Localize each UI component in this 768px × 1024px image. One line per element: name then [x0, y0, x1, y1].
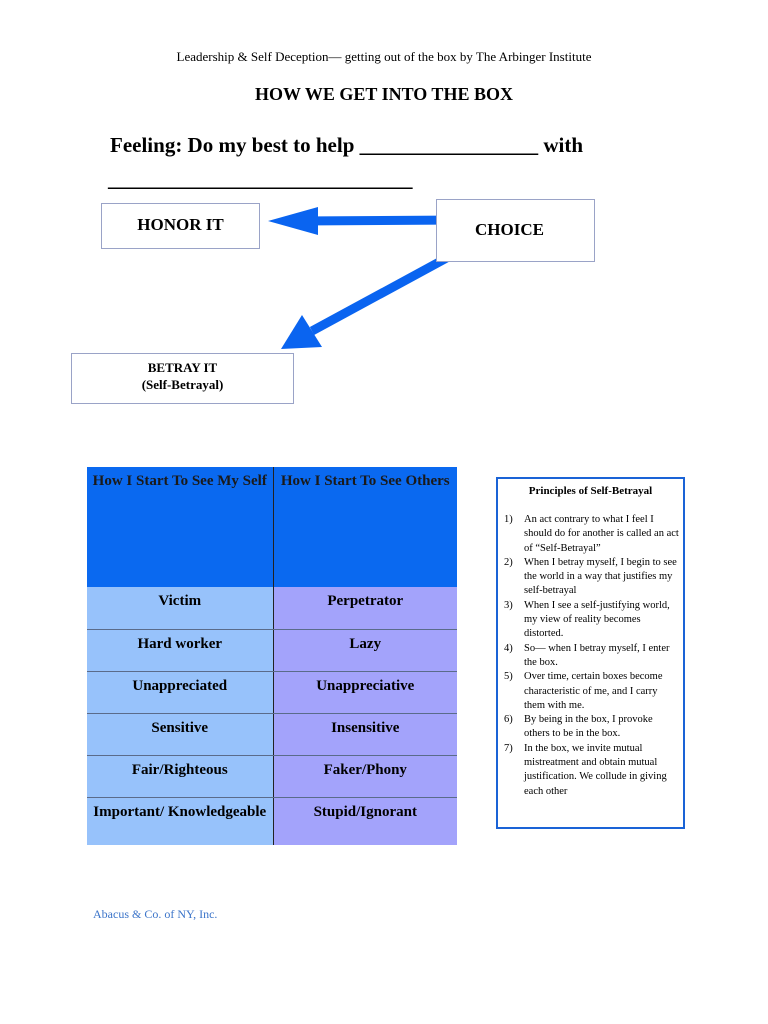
list-text: When I see a self-justifying world, my view of reality becomes distorted. — [524, 599, 670, 640]
list-number: 4) — [504, 642, 513, 654]
principles-title: Principles of Self-Betrayal — [528, 485, 653, 497]
list-text: In the box, we invite mutual mistreatment and obtain mutual justification. We collude in giving each other — [524, 742, 667, 797]
table-row — [87, 629, 457, 671]
self-betrayal-label: (Self-Betrayal) — [141, 377, 224, 392]
list-text: So— when I betray myself, I enter the box. — [524, 642, 670, 668]
others-cell: Insensitive — [273, 713, 457, 755]
others-cell: Stupid/Ignorant — [273, 797, 457, 845]
others-cell: Lazy — [273, 629, 457, 671]
self-cell: Hard worker — [87, 629, 273, 671]
principles-list — [504, 513, 680, 799]
self-cell: Important/ Knowledgeable — [87, 797, 273, 845]
list-number: 3) — [504, 599, 513, 611]
others-cell: Unappreciative — [273, 671, 457, 713]
betray-it-box — [71, 353, 294, 404]
honor-it-box — [101, 203, 260, 249]
others-cell: Faker/Phony — [273, 755, 457, 797]
list-text: Over time, certain boxes become characteristic of me, and I carry them with me. — [524, 671, 663, 711]
honor-it-label: HONOR IT — [137, 215, 224, 234]
table-row — [87, 755, 457, 797]
list-text: When I betray myself, I begin to see the world in a way that justifies my self-betrayal — [524, 556, 677, 597]
arrow-to-honor — [268, 207, 462, 235]
list-number: 5) — [504, 671, 513, 683]
feeling-line: Feeling: Do my best to help _________________ with — [110, 133, 584, 157]
table-row — [87, 671, 457, 713]
self-cell: Sensitive — [87, 713, 273, 755]
list-text: An act contrary to what I feel I should do for another is called an act of “Self-Betrayal” — [524, 514, 679, 554]
list-text: By being in the box, I provoke others to be in the box. — [524, 714, 653, 740]
list-item — [504, 556, 680, 599]
choice-label: CHOICE — [475, 220, 544, 239]
principles-box — [496, 477, 685, 829]
list-item — [504, 742, 680, 799]
table-row — [87, 797, 457, 845]
header-see-others: How I Start To See Others — [273, 467, 457, 587]
list-item — [504, 642, 680, 671]
arrow-to-betray — [281, 248, 465, 349]
list-item — [504, 713, 680, 742]
choice-box — [436, 199, 595, 262]
list-number: 6) — [504, 714, 513, 726]
document-header: Leadership & Self Deception— getting out of the box by The Arbinger Institute — [176, 49, 592, 64]
list-number: 7) — [504, 742, 513, 754]
table-row — [87, 587, 457, 629]
list-item — [504, 599, 680, 642]
self-cell: Victim — [87, 587, 273, 629]
header-see-self: How I Start To See My Self — [87, 467, 273, 587]
betray-it-label: BETRAY IT — [147, 360, 218, 375]
footer-company: Abacus & Co. of NY, Inc. — [93, 907, 218, 921]
list-number: 1) — [504, 514, 513, 525]
list-number: 2) — [504, 556, 513, 568]
page-title: HOW WE GET INTO THE BOX — [255, 84, 513, 104]
others-cell: Perpetrator — [273, 587, 457, 629]
table-row — [87, 713, 457, 755]
self-others-table — [87, 467, 457, 845]
self-cell: Unappreciated — [87, 671, 273, 713]
feeling-blank-line: _____________________________ — [108, 167, 413, 191]
list-item — [504, 513, 680, 556]
list-item — [504, 670, 680, 713]
self-cell: Fair/Righteous — [87, 755, 273, 797]
